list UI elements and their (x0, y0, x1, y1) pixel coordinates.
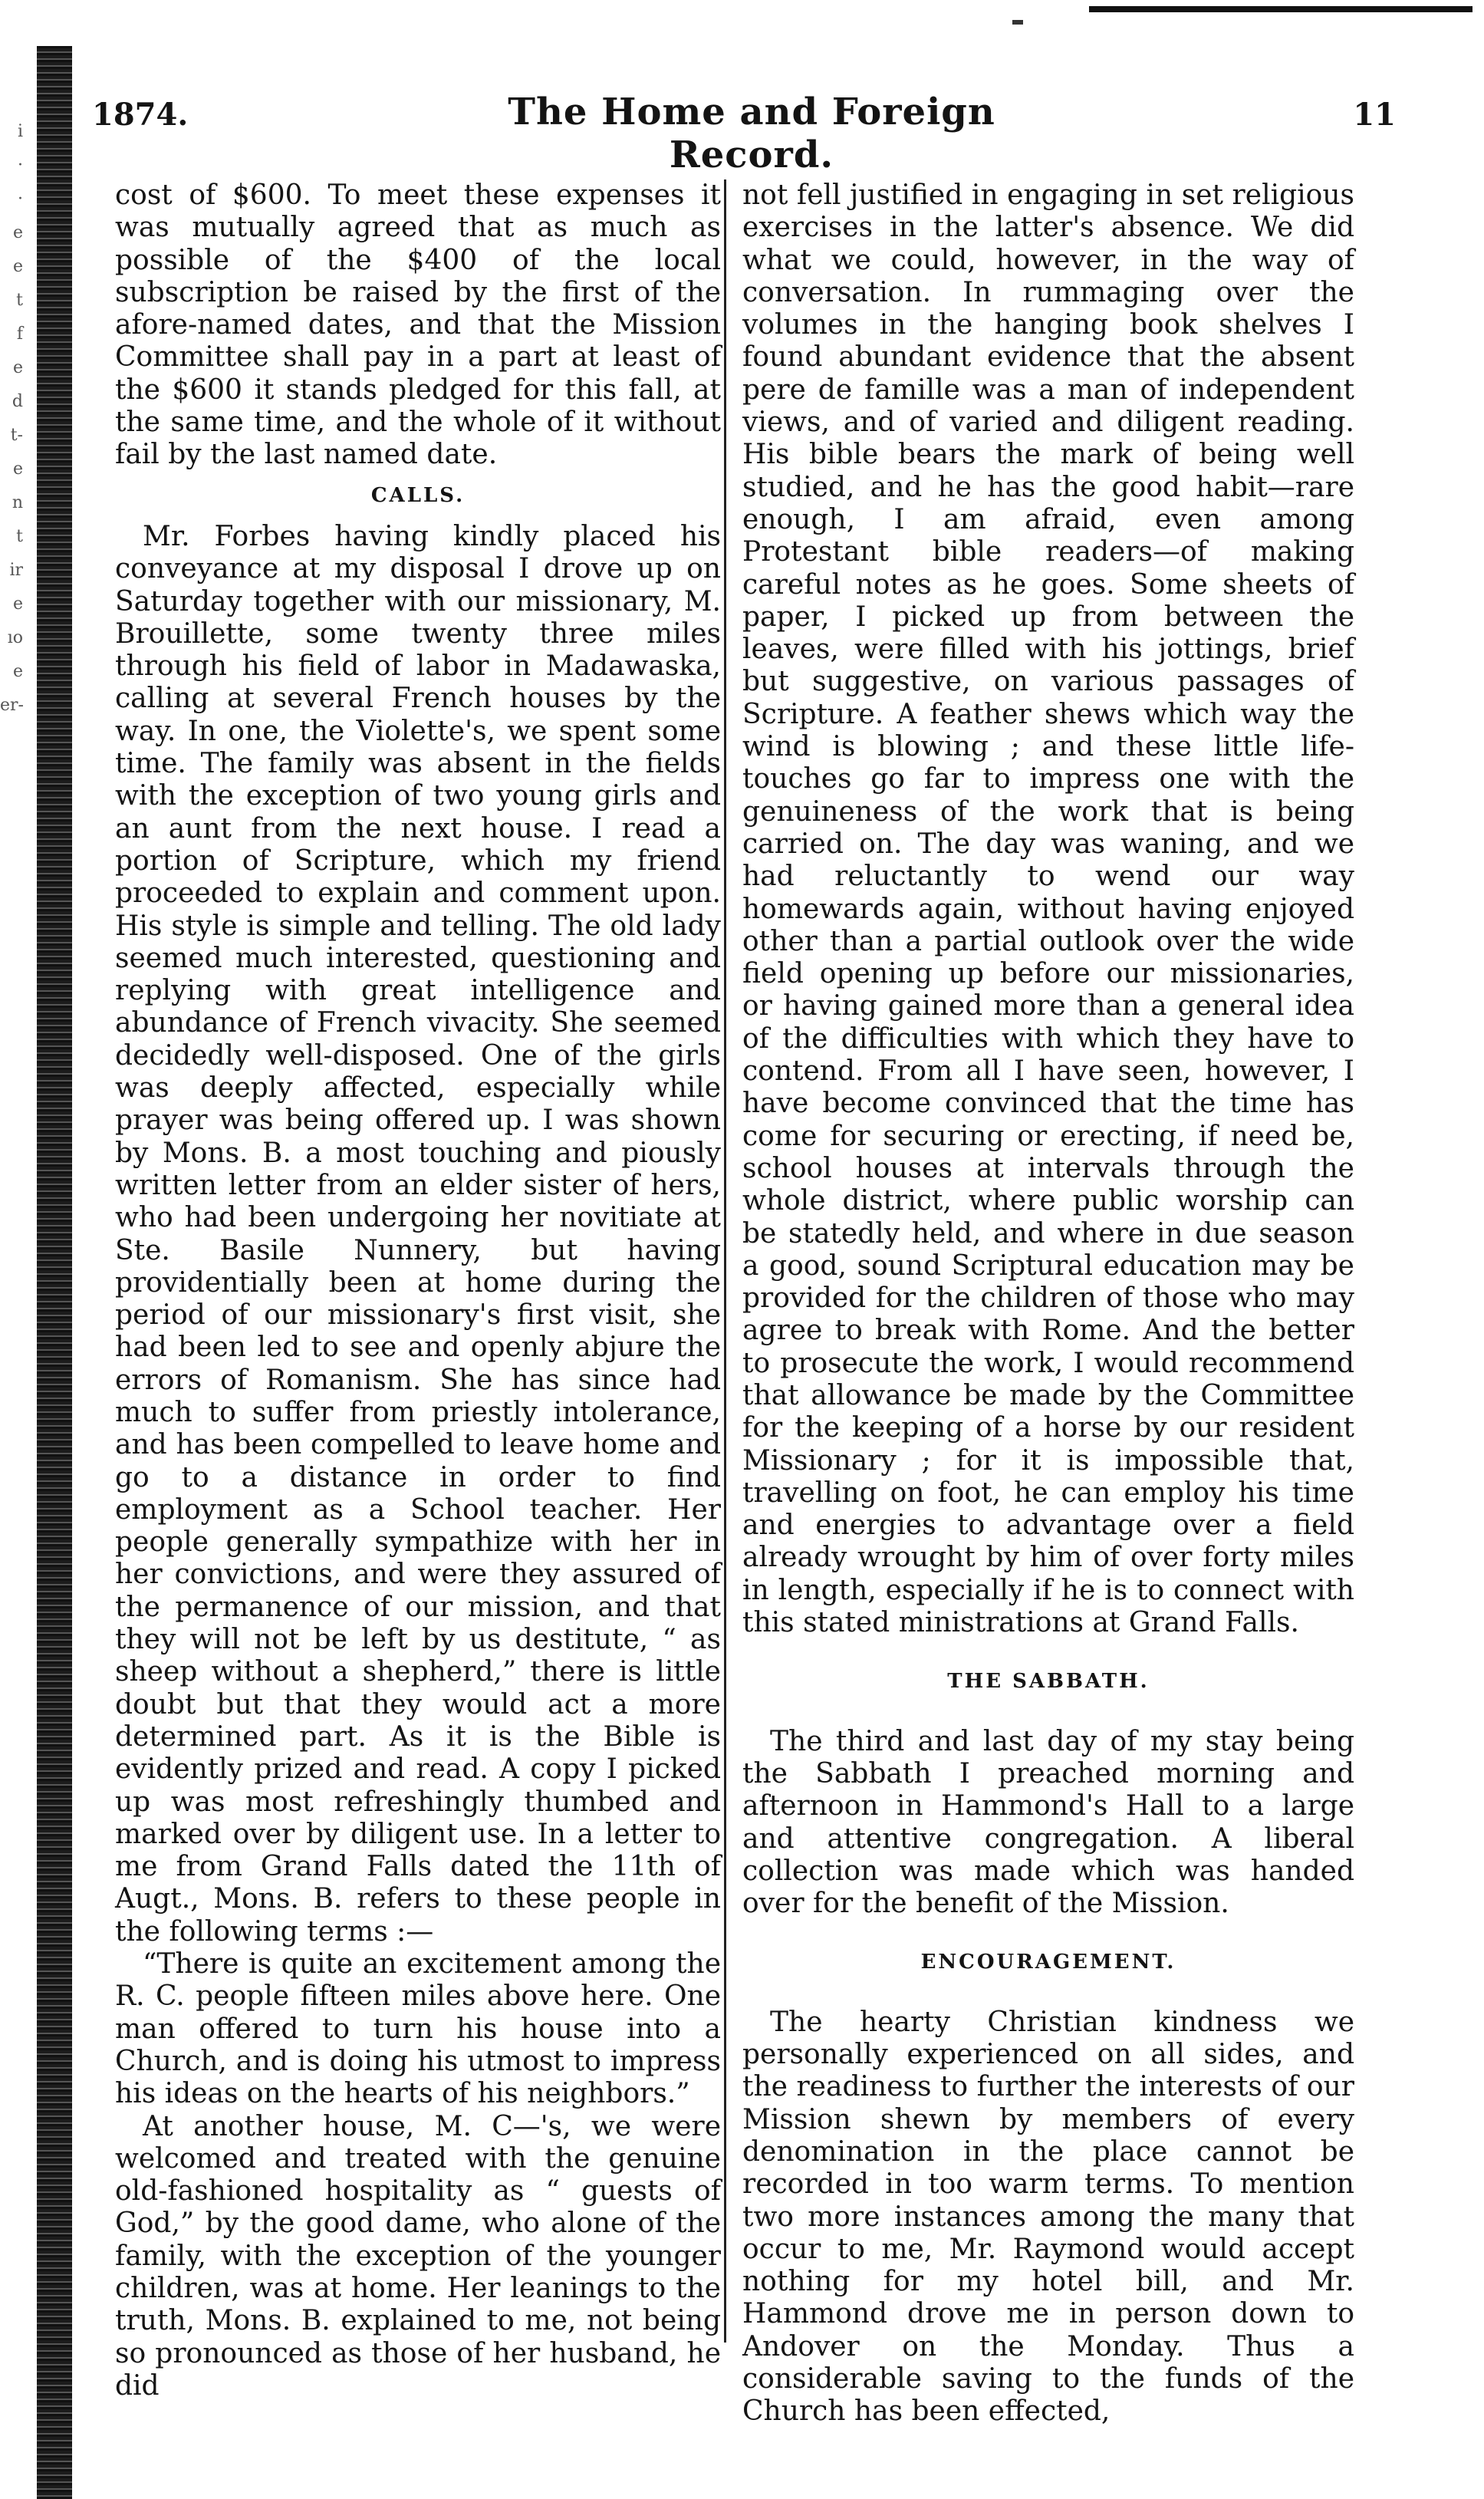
right-paragraph-1: not fell justified in engaging in set religious exercises in the latter's absence. We did what we could, however, in the way of conversation. In rummaging over the volumes in the hanging book shelves I found abundant evidence that the absent pere de famille was a man of independent views, and of varied and diligent reading. His bible bears the mark of being well studied, and he has the good habit—rare enough, I am afraid, even among Protestant bible readers—of making careful notes as he goes. Some sheets of paper, I picked up from between the leaves, were filled with his jottings, brief but suggestive, on various passages of Scripture. A feather shews which way the wind is blowing ; and these little life-touches go far to impress one with the genuineness of the work that is being carried on. The day was waning, and we had reluctantly to wend our way homewards again, without having enjoyed other than a partial outlook over the wide field opening up before our missionaries, or having gained more than a general idea of the difficulties with which they have to contend. From all I have seen, however, I have become convinced that the time has come for securing or erecting, if need be, school houses at intervals through the whole district, where public worship can be statedly held, and where in due season a good, sound Scriptural education may be provided for the children of those who may agree to break with Rome. And the better to prosecute the work, I would recommend that allowance be made by the Committee for the keeping of a horse by our resident Missionary ; for it is impossible that, travelling on foot, he can employ his time and energies to advantage over a field already wrought by him of over forty miles in length, especially if he is to connect with this stated ministrations at Grand Falls. (742, 179, 1354, 1639)
margin-bleed-char: t (16, 527, 23, 546)
top-mark (1012, 20, 1023, 25)
margin-bleed-char: t- (10, 426, 23, 445)
margin-bleed-char: e (12, 662, 23, 681)
column-divider (724, 179, 726, 2343)
margin-bleed-char: e (12, 358, 23, 377)
heading-calls: CALLS. (370, 483, 466, 507)
margin-bleed-char: n (12, 493, 23, 512)
margin-bleed-char: t (16, 291, 23, 310)
margin-bleed-char: er- (0, 696, 24, 715)
margin-bleed-char: · (18, 189, 23, 209)
margin-bleed-char: ıo (7, 628, 23, 647)
margin-bleed-char: d (12, 392, 23, 411)
left-paragraph-1: cost of $600. To meet these expenses it was mutually agreed that as much as possible of the $400 of the local subscription be raised by the first of the afore-named dates, and that the Mission Committee shall pay in a part at least of the $600 it stands pledged for this fall, at the same time, and the whole of it without fail by the last named date. (115, 179, 721, 471)
left-paragraph-2: Mr. Forbes having kindly placed his conveyance at my disposal I drove up on Saturday together with our missionary, M. Brouillette, some twenty three miles through his field of labor in Madawaska, calling at several French houses by the way. In one, the Violette's, we spent some time. The family was absent in the fields with the exception of two young girls and an aunt from the next house. I read a portion of Scripture, which my friend proceeded to explain and comment upon. His style is simple and telling. The old lady seemed much interested, questioning and replying with great intelligence and abundance of French vivacity. She seemed decidedly well-disposed. One of the girls was deeply affected, especially while prayer was being offered up. I was shown by Mons. B. a most touching and piously written letter from an elder sister of hers, who had been undergoing her novitiate at Ste. Basile Nunnery, but having providentially been at home during the period of our missionary's first visit, she had been led to see and openly abjure the errors of Romanism. She has since had much to suffer from priestly intolerance, and has been compelled to leave home and go to a distance in order to find employment as a School teacher. Her people generally sympathize with her in her convictions, and were they assured of the permanence of our mission, and that they will not be left by us destitute, “ as sheep without a shepherd,” there is little doubt but that they would act a more determined part. As it is the Bible is evidently prized and read. A copy I picked up was most refreshingly thumbed and marked over by diligent use. In a letter to me from Grand Falls dated the 11th of Augt., Mons. B. refers to these people in the following terms :— (115, 520, 721, 1948)
margin-bleed-text (0, 115, 23, 723)
left-paragraph-3: “There is quite an excitement among the R. C. people fifteen miles above here. One man offered to turn his house into a Church, and is doing his utmost to impress his ideas on the hearts of his neighbors.” (115, 1948, 721, 2110)
header-title: The Home and Foreign Record. (508, 91, 995, 176)
heading-sabbath: THE SABBATH. (947, 1670, 1150, 1694)
page-header (92, 91, 1396, 176)
margin-bleed-char: e (12, 594, 23, 614)
margin-bleed-char: ir (9, 561, 23, 580)
left-column (115, 179, 721, 2402)
left-paragraph-4: At another house, M. C—'s, we were welcomed and treated with the genuine old-fashioned hospitality as “ guests of God,” by the good dame, who alone of the family, with the exception of the younger children, was at home. Her leanings to the truth, Mons. B. explained to me, not being so pronounced as those of her husband, he did (115, 2110, 721, 2402)
margin-bleed-char: e (12, 223, 23, 242)
margin-bleed-char: f (16, 324, 23, 344)
margin-bleed-char: i (17, 122, 23, 141)
header-year: 1874. (92, 97, 189, 133)
right-paragraph-2: The third and last day of my stay being the Sabbath I preached morning and afternoon in Hammond's Hall to a large and attentive congregation. A liberal collection was made which was handed over for the benefit of the Mission. (742, 1725, 1354, 1920)
margin-bleed-char: e (12, 459, 23, 479)
margin-bleed-char: e (12, 257, 23, 276)
binding-edge (37, 46, 72, 2499)
right-column (742, 179, 1354, 2428)
top-rule (1089, 6, 1472, 12)
heading-encouragement: ENCOURAGEMENT. (920, 1951, 1176, 1974)
margin-bleed-char: · (18, 156, 23, 175)
right-paragraph-3: The hearty Christian kindness we personally experienced on all sides, and the readiness to further the interests of our Mission shewn by members of every denomination in the place cannot be recorded in too warm terms. To mention two more instances among the many that occur to me, Mr. Raymond would accept nothing for my hotel bill, and Mr. Hammond drove me in person down to Andover on the Monday. Thus a considerable saving to the funds of the Church has been effected, (742, 2006, 1354, 2428)
header-page-number: 11 (1353, 97, 1396, 133)
